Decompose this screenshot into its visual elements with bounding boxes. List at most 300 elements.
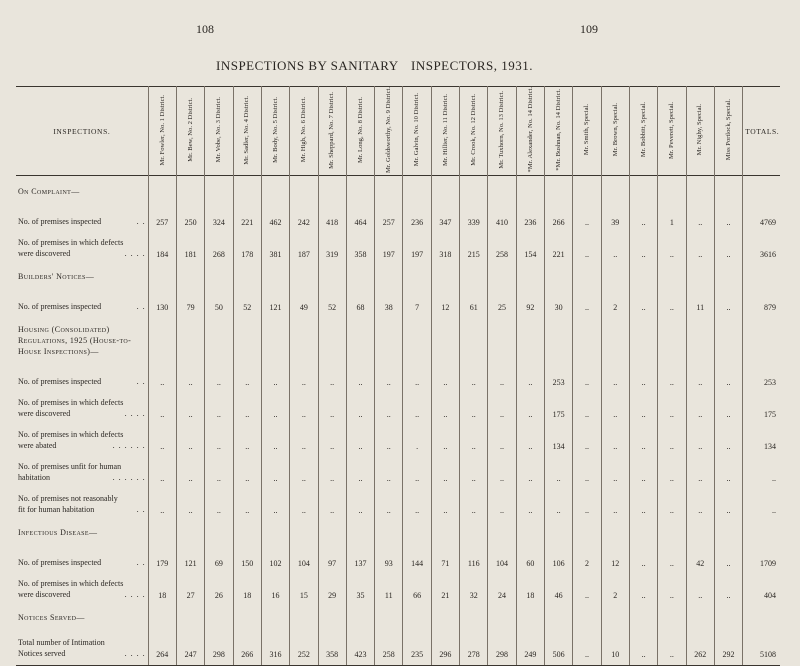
table-cell: .. <box>205 389 233 421</box>
table-cell: .. <box>375 421 403 453</box>
table-cell: .. <box>516 453 544 485</box>
table-cell: 298 <box>205 629 233 666</box>
table-cell: .. <box>573 203 601 229</box>
table-cell: .. <box>233 485 261 517</box>
page-number-right: 109 <box>580 22 598 36</box>
table-cell: .. <box>403 485 431 517</box>
table-cell: 1 <box>658 203 686 229</box>
table-cell: .. <box>686 203 714 229</box>
inspector-name: Mr. Nighy, Special. <box>696 104 704 156</box>
leader-dots: . . . . . . <box>112 473 146 483</box>
table-cell: 215 <box>460 229 488 261</box>
table-row <box>16 229 780 261</box>
row-label <box>16 363 148 389</box>
row-label <box>16 453 148 485</box>
table-cell: 197 <box>375 229 403 261</box>
table-cell: .. <box>686 453 714 485</box>
table-cell: .. <box>261 363 289 389</box>
table-cell: 46 <box>545 570 573 602</box>
table-cell: .. <box>346 389 374 421</box>
header-inspector <box>148 87 176 176</box>
table-cell: .. <box>148 389 176 421</box>
table-cell: .. <box>714 203 742 229</box>
table-cell: .. <box>375 363 403 389</box>
total-cell: .. <box>743 453 780 485</box>
table-cell: 7 <box>403 288 431 314</box>
header-inspector <box>318 87 346 176</box>
table-row <box>16 421 780 453</box>
table-cell: 130 <box>148 288 176 314</box>
total-cell: 134 <box>743 421 780 453</box>
table-cell: 249 <box>516 629 544 666</box>
table-cell: 116 <box>460 544 488 570</box>
table-cell: .. <box>573 229 601 261</box>
leader-dots: . . . . <box>124 649 146 659</box>
table-cell: 52 <box>233 288 261 314</box>
table-cell: .. <box>573 288 601 314</box>
table-cell: .. <box>686 389 714 421</box>
section-heading-row <box>16 314 780 363</box>
page-number-left: 108 <box>196 22 214 36</box>
table-cell: .. <box>658 570 686 602</box>
inspector-name: Mr. Smith, Special. <box>583 104 591 156</box>
table-cell: .. <box>629 203 657 229</box>
table-cell: .. <box>375 389 403 421</box>
table-cell: 50 <box>205 288 233 314</box>
table-cell: .. <box>658 629 686 666</box>
table-cell: .. <box>290 389 318 421</box>
table-cell: .. <box>205 453 233 485</box>
table-cell: 318 <box>431 229 459 261</box>
inspector-name: Mr. Bew, No. 2 District. <box>186 98 194 162</box>
total-cell: 3616 <box>743 229 780 261</box>
header-inspector <box>601 87 629 176</box>
table-cell: .. <box>601 389 629 421</box>
table-cell: 66 <box>403 570 431 602</box>
header-inspector <box>403 87 431 176</box>
table-cell: .. <box>516 485 544 517</box>
table-cell: .. <box>431 453 459 485</box>
table-cell: .. <box>601 363 629 389</box>
row-label-line: No. of premises in which defects <box>18 398 124 408</box>
header-inspector <box>629 87 657 176</box>
table-cell: 221 <box>545 229 573 261</box>
table-cell: .. <box>233 453 261 485</box>
table-cell: 347 <box>431 203 459 229</box>
table-cell: 418 <box>318 203 346 229</box>
header-inspector <box>658 87 686 176</box>
table-cell: .. <box>629 485 657 517</box>
table-cell: 11 <box>375 570 403 602</box>
row-label <box>16 203 148 229</box>
row-label <box>16 421 148 453</box>
row-label-line: Notices served <box>18 649 66 659</box>
table-cell: .. <box>290 453 318 485</box>
table-cell: 175 <box>545 389 573 421</box>
table-cell: .. <box>176 485 204 517</box>
header-inspector <box>176 87 204 176</box>
table-cell: .. <box>629 629 657 666</box>
table-cell: 10 <box>601 629 629 666</box>
row-label-line: No. of premises in which defects <box>18 238 124 248</box>
inspector-name: Mr. Peverett, Special. <box>668 101 676 159</box>
table-cell: .. <box>629 453 657 485</box>
table-cell: .. <box>431 485 459 517</box>
table-cell: 61 <box>460 288 488 314</box>
table-cell: .. <box>658 453 686 485</box>
table-row <box>16 570 780 602</box>
table-cell: .. <box>460 389 488 421</box>
table-body <box>16 176 780 666</box>
table-cell: .. <box>629 421 657 453</box>
table-cell: .. <box>629 389 657 421</box>
leader-dots: . . <box>136 217 146 227</box>
row-label <box>16 485 148 517</box>
row-label-line: were discovered <box>18 590 71 600</box>
table-cell: 268 <box>205 229 233 261</box>
table-cell: 121 <box>261 288 289 314</box>
table-cell: 181 <box>176 229 204 261</box>
table-cell: 21 <box>431 570 459 602</box>
table-cell: 339 <box>460 203 488 229</box>
table-cell: .. <box>431 363 459 389</box>
table-cell: .. <box>714 389 742 421</box>
table-cell: 236 <box>516 203 544 229</box>
inspections-table <box>16 86 780 666</box>
leader-dots: . . <box>136 302 146 312</box>
table-cell: 257 <box>375 203 403 229</box>
table-cell: .. <box>375 453 403 485</box>
inspector-name: Mr. Brown, Special. <box>611 103 619 157</box>
table-cell: .. <box>686 229 714 261</box>
table-cell: 187 <box>290 229 318 261</box>
table-cell: 358 <box>318 629 346 666</box>
table-cell: 266 <box>233 629 261 666</box>
table-cell: .. <box>658 288 686 314</box>
table-cell: 464 <box>346 203 374 229</box>
inspector-name: *Mr. Alexander, No. 14 District. <box>526 87 534 173</box>
total-cell: 253 <box>743 363 780 389</box>
table-cell: .. <box>601 453 629 485</box>
table-cell: .. <box>318 389 346 421</box>
leader-dots: . . . . . . <box>112 441 146 451</box>
table-cell: .. <box>714 288 742 314</box>
table-cell: 60 <box>516 544 544 570</box>
inspector-name: Mr. Vobe, No. 3 District. <box>215 97 223 163</box>
table-cell: .. <box>431 421 459 453</box>
table-cell: 236 <box>403 203 431 229</box>
section-heading: Builders' Notices— <box>18 272 95 282</box>
table-cell: 104 <box>290 544 318 570</box>
table-cell: .. <box>346 485 374 517</box>
table-cell: 69 <box>205 544 233 570</box>
row-label-line: No. of premises inspected <box>18 217 102 227</box>
table-cell: 316 <box>261 629 289 666</box>
table-row <box>16 453 780 485</box>
table-cell: 68 <box>346 288 374 314</box>
row-label-line: fit for human habitation <box>18 505 95 515</box>
header-totals: TOTALS. <box>743 87 780 176</box>
table-cell: .. <box>176 389 204 421</box>
table-cell: 134 <box>545 421 573 453</box>
header-inspector <box>516 87 544 176</box>
total-cell: .. <box>743 485 780 517</box>
header-inspector <box>233 87 261 176</box>
header-inspector <box>205 87 233 176</box>
table-cell: .. <box>573 570 601 602</box>
table-cell: 324 <box>205 203 233 229</box>
table-cell: .. <box>460 421 488 453</box>
table-cell: . <box>403 421 431 453</box>
table-cell: .. <box>714 421 742 453</box>
row-label <box>16 288 148 314</box>
row-label-line: were discovered <box>18 409 71 419</box>
table-cell: 16 <box>261 570 289 602</box>
inspector-name: Mr. Long, No. 8 District. <box>356 97 364 163</box>
inspector-name: Mr. Goldsworthy, No. 9 District. <box>385 87 393 174</box>
table-cell: 278 <box>460 629 488 666</box>
table-cell: .. <box>205 485 233 517</box>
table-cell: .. <box>516 421 544 453</box>
table-cell: 18 <box>148 570 176 602</box>
table-cell: 221 <box>233 203 261 229</box>
row-label-line: Total number of Intimation <box>18 638 105 648</box>
table-cell: .. <box>658 363 686 389</box>
header-inspector <box>545 87 573 176</box>
section-heading: Notices Served— <box>18 613 85 623</box>
row-label-line: were discovered <box>18 249 71 259</box>
leader-dots: . . <box>136 505 146 515</box>
table-cell: .. <box>573 629 601 666</box>
table-cell: 106 <box>545 544 573 570</box>
title-right: INSPECTORS, 1931. <box>411 58 534 73</box>
table-cell: 12 <box>601 544 629 570</box>
table-cell: 42 <box>686 544 714 570</box>
total-cell: 5108 <box>743 629 780 666</box>
row-label-line: habitation <box>18 473 50 483</box>
inspector-name: Mr. Sheppard, No. 7 District. <box>328 91 336 169</box>
table-cell: 102 <box>261 544 289 570</box>
inspector-name: Mr. Galvin, No. 10 District. <box>413 93 421 167</box>
section-heading: Infectious Disease— <box>18 528 98 538</box>
table-cell: 154 <box>516 229 544 261</box>
table-cell: 2 <box>601 570 629 602</box>
table-cell: .. <box>545 453 573 485</box>
table-cell: .. <box>148 363 176 389</box>
header-inspections: INSPECTIONS. <box>53 126 111 136</box>
header-inspector <box>290 87 318 176</box>
total-cell: 175 <box>743 389 780 421</box>
leader-dots: . . <box>136 377 146 387</box>
header-inspector <box>460 87 488 176</box>
table-cell: .. <box>629 544 657 570</box>
table-cell: 2 <box>573 544 601 570</box>
table-cell: 257 <box>148 203 176 229</box>
total-cell: 404 <box>743 570 780 602</box>
table-cell: .. <box>318 421 346 453</box>
total-cell: 879 <box>743 288 780 314</box>
inspector-name: Miss Portlock, Special. <box>724 99 732 161</box>
inspector-name: Mr. Tuxhorn, No. 13 District. <box>498 91 506 169</box>
table-row <box>16 544 780 570</box>
header-inspector <box>488 87 516 176</box>
table-cell: .. <box>516 389 544 421</box>
table-cell: .. <box>629 288 657 314</box>
table-cell: .. <box>403 389 431 421</box>
total-cell: 4769 <box>743 203 780 229</box>
table-cell: .. <box>460 485 488 517</box>
table-cell: 137 <box>346 544 374 570</box>
table-cell: .. <box>488 453 516 485</box>
table-cell: .. <box>573 485 601 517</box>
table-row <box>16 485 780 517</box>
table-cell: .. <box>318 453 346 485</box>
table-cell: .. <box>148 485 176 517</box>
table-cell: 52 <box>318 288 346 314</box>
table-cell: .. <box>488 389 516 421</box>
table-cell: .. <box>629 363 657 389</box>
table-cell: .. <box>403 363 431 389</box>
table-cell: 423 <box>346 629 374 666</box>
table-cell: 144 <box>403 544 431 570</box>
section-heading-row <box>16 261 780 288</box>
table-row <box>16 203 780 229</box>
table-cell: .. <box>233 363 261 389</box>
row-label-line: No. of premises in which defects <box>18 579 124 589</box>
table-cell: 247 <box>176 629 204 666</box>
row-label-line: No. of premises inspected <box>18 302 102 312</box>
header-inspector <box>375 87 403 176</box>
inspector-name: Mr. Hillier, No. 11 District. <box>441 94 449 167</box>
header-inspector <box>714 87 742 176</box>
table-cell: .. <box>658 389 686 421</box>
table-cell: .. <box>261 421 289 453</box>
table-cell: 179 <box>148 544 176 570</box>
table-cell: 30 <box>545 288 573 314</box>
table-cell: .. <box>516 363 544 389</box>
table-cell: .. <box>573 421 601 453</box>
table-cell: 258 <box>375 629 403 666</box>
table-cell: 262 <box>686 629 714 666</box>
table-cell: 506 <box>545 629 573 666</box>
table-cell: .. <box>573 453 601 485</box>
table-cell: .. <box>431 389 459 421</box>
inspector-name: Mr. Body, No. 5 District. <box>271 97 279 163</box>
section-heading-row <box>16 517 780 544</box>
table-cell: .. <box>658 485 686 517</box>
inspector-name: Mr. Crook, No. 12 District. <box>469 94 477 166</box>
table-cell: .. <box>714 453 742 485</box>
table-cell: 27 <box>176 570 204 602</box>
table-cell: .. <box>460 453 488 485</box>
table-cell: .. <box>403 453 431 485</box>
table-cell: .. <box>176 421 204 453</box>
table-cell: .. <box>658 544 686 570</box>
table-cell: 39 <box>601 203 629 229</box>
table-row <box>16 288 780 314</box>
table-cell: 381 <box>261 229 289 261</box>
table-cell: .. <box>205 421 233 453</box>
table-cell: .. <box>148 421 176 453</box>
table-cell: 32 <box>460 570 488 602</box>
header-inspector <box>261 87 289 176</box>
table-cell: .. <box>460 363 488 389</box>
table-cell: 25 <box>488 288 516 314</box>
table-cell: .. <box>346 421 374 453</box>
table-cell: .. <box>176 363 204 389</box>
table-cell: 97 <box>318 544 346 570</box>
table-cell: 12 <box>431 288 459 314</box>
table-cell: .. <box>205 363 233 389</box>
row-label-line: No. of premises in which defects <box>18 430 124 440</box>
table-cell: 235 <box>403 629 431 666</box>
row-label <box>16 629 148 666</box>
table-cell: 15 <box>290 570 318 602</box>
table-header <box>16 87 780 176</box>
table-cell: 38 <box>375 288 403 314</box>
table-cell: 150 <box>233 544 261 570</box>
row-label <box>16 570 148 602</box>
table-row <box>16 389 780 421</box>
inspector-name: Mr. High, No. 6 District. <box>300 97 308 163</box>
row-label-line: No. of premises unfit for human <box>18 462 122 472</box>
table-cell: 358 <box>346 229 374 261</box>
table-cell: 252 <box>290 629 318 666</box>
table-cell: 253 <box>545 363 573 389</box>
table-cell: .. <box>290 485 318 517</box>
table-cell: .. <box>714 229 742 261</box>
table-cell: 242 <box>290 203 318 229</box>
table-cell: 197 <box>403 229 431 261</box>
table-cell: .. <box>375 485 403 517</box>
table-cell: .. <box>290 363 318 389</box>
header-inspector <box>346 87 374 176</box>
table-cell: .. <box>601 421 629 453</box>
table-row <box>16 629 780 666</box>
table-cell: 24 <box>488 570 516 602</box>
section-heading-row <box>16 176 780 204</box>
table-cell: 462 <box>261 203 289 229</box>
row-label-line: No. of premises not reasonably <box>18 494 118 504</box>
header-inspector <box>573 87 601 176</box>
inspector-name: *Mr. Bushnan, No. 14 District. <box>554 89 562 171</box>
table-cell: 266 <box>545 203 573 229</box>
table-cell: .. <box>488 485 516 517</box>
table-cell: 121 <box>176 544 204 570</box>
row-label-line: No. of premises inspected <box>18 377 102 387</box>
leader-dots: . . . . <box>124 249 146 259</box>
table-cell: .. <box>686 485 714 517</box>
row-label <box>16 389 148 421</box>
table-cell: 178 <box>233 229 261 261</box>
row-label-line: No. of premises inspected <box>18 558 102 568</box>
leader-dots: . . <box>136 558 146 568</box>
table-cell: 298 <box>488 629 516 666</box>
table-cell: .. <box>318 363 346 389</box>
title-left: INSPECTIONS BY SANITARY <box>216 58 399 73</box>
table-cell: .. <box>488 421 516 453</box>
inspector-name: Mr. Bobbitt, Special. <box>639 102 647 158</box>
row-label <box>16 229 148 261</box>
section-heading: Housing (Consolidated) Regulations, 1925 (House-to-House Inspections)— <box>18 325 132 357</box>
table-cell: 319 <box>318 229 346 261</box>
table-cell: 35 <box>346 570 374 602</box>
table-cell: 79 <box>176 288 204 314</box>
inspector-name: Mr. Sadler, No. 4 District. <box>243 95 251 165</box>
table-cell: 292 <box>714 629 742 666</box>
table-cell: 26 <box>205 570 233 602</box>
leader-dots: . . . . <box>124 590 146 600</box>
